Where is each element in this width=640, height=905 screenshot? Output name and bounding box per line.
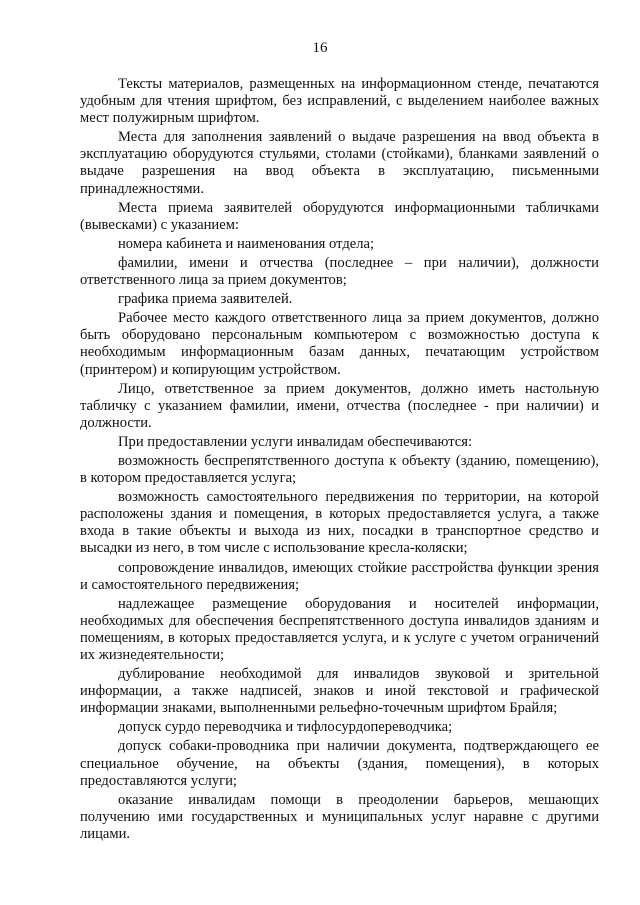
list-item: допуск собаки-проводника при наличии документа, подтверждающего ее специальное обучение, на объекты (здания, помещения), в которых предоставляются услуги; — [80, 738, 599, 789]
list-item: сопровождение инвалидов, имеющих стойкие расстройства функции зрения и самостоятельного передвижения; — [80, 559, 599, 593]
list-item: дублирование необходимой для инвалидов звуковой и зрительной информации, а также надписей, знаков и иной текстовой и графической информации знаками, выполненными рельефно-точечным шрифтом Брайля; — [80, 666, 599, 717]
paragraph: Места приема заявителей оборудуются информационными табличками (вывесками) с указанием: — [80, 199, 599, 233]
list-item: надлежащее размещение оборудования и носителей информации, необходимых для обеспечения беспрепятственного доступа инвалидов зданиям и помещениям, в которых предоставляется услуга, и к услуге с учетом ограничений их жизнедеятельности; — [80, 595, 599, 663]
list-item: допуск сурдо переводчика и тифлосурдопереводчика; — [118, 719, 453, 736]
list-item: графика приема заявителей. — [118, 291, 293, 308]
paragraph: При предоставлении услуги инвалидам обеспечиваются: — [118, 433, 473, 450]
list-item: возможность беспрепятственного доступа к объекту (зданию, помещению), в котором предоставляется услуга; — [80, 452, 599, 487]
document-body — [80, 76, 599, 843]
list-item: оказание инвалидам помощи в преодолении барьеров, мешающих получению ими государственных и муниципальных услуг наравне с другими лицами. — [80, 791, 599, 842]
paragraph: Тексты материалов, размещенных на информационном стенде, печатаются удобным для чтения шрифтом, без исправлений, с выделением наиболее важных мест полужирным шрифтом. — [80, 76, 599, 127]
page-number: 16 — [312, 40, 328, 56]
list-item: фамилии, имени и отчества (последнее – при наличии), должности ответственного лица за прием документов; — [80, 254, 599, 289]
paragraph: Места для заполнения заявлений о выдаче разрешения на ввод объекта в эксплуатацию оборудуются стульями, столами (стойками), бланками заявлений о выдаче разрешения на ввод объекта в эксплуатацию, письменными принадлежностями. — [80, 129, 599, 197]
paragraph: Лицо, ответственное за прием документов, должно иметь настольную табличку с указанием фамилии, имени, отчества (последнее - при наличии) и должности. — [80, 380, 599, 431]
list-item: номера кабинета и наименования отдела; — [118, 235, 375, 252]
paragraph: Рабочее место каждого ответственного лица за прием документов, должно быть оборудовано персональным компьютером с возможностью доступа к необходимым информационным базам данных, печатающим устройством (принтером) и копирующим устройством. — [80, 310, 599, 378]
list-item: возможность самостоятельного передвижения по территории, на которой расположены здания и помещения, в которых предоставляется услуга, а также входа в такие объекты и выхода из них, посадки в транспортное средство и высадки из него, в том числе с использование кресла-коляски; — [80, 489, 599, 557]
